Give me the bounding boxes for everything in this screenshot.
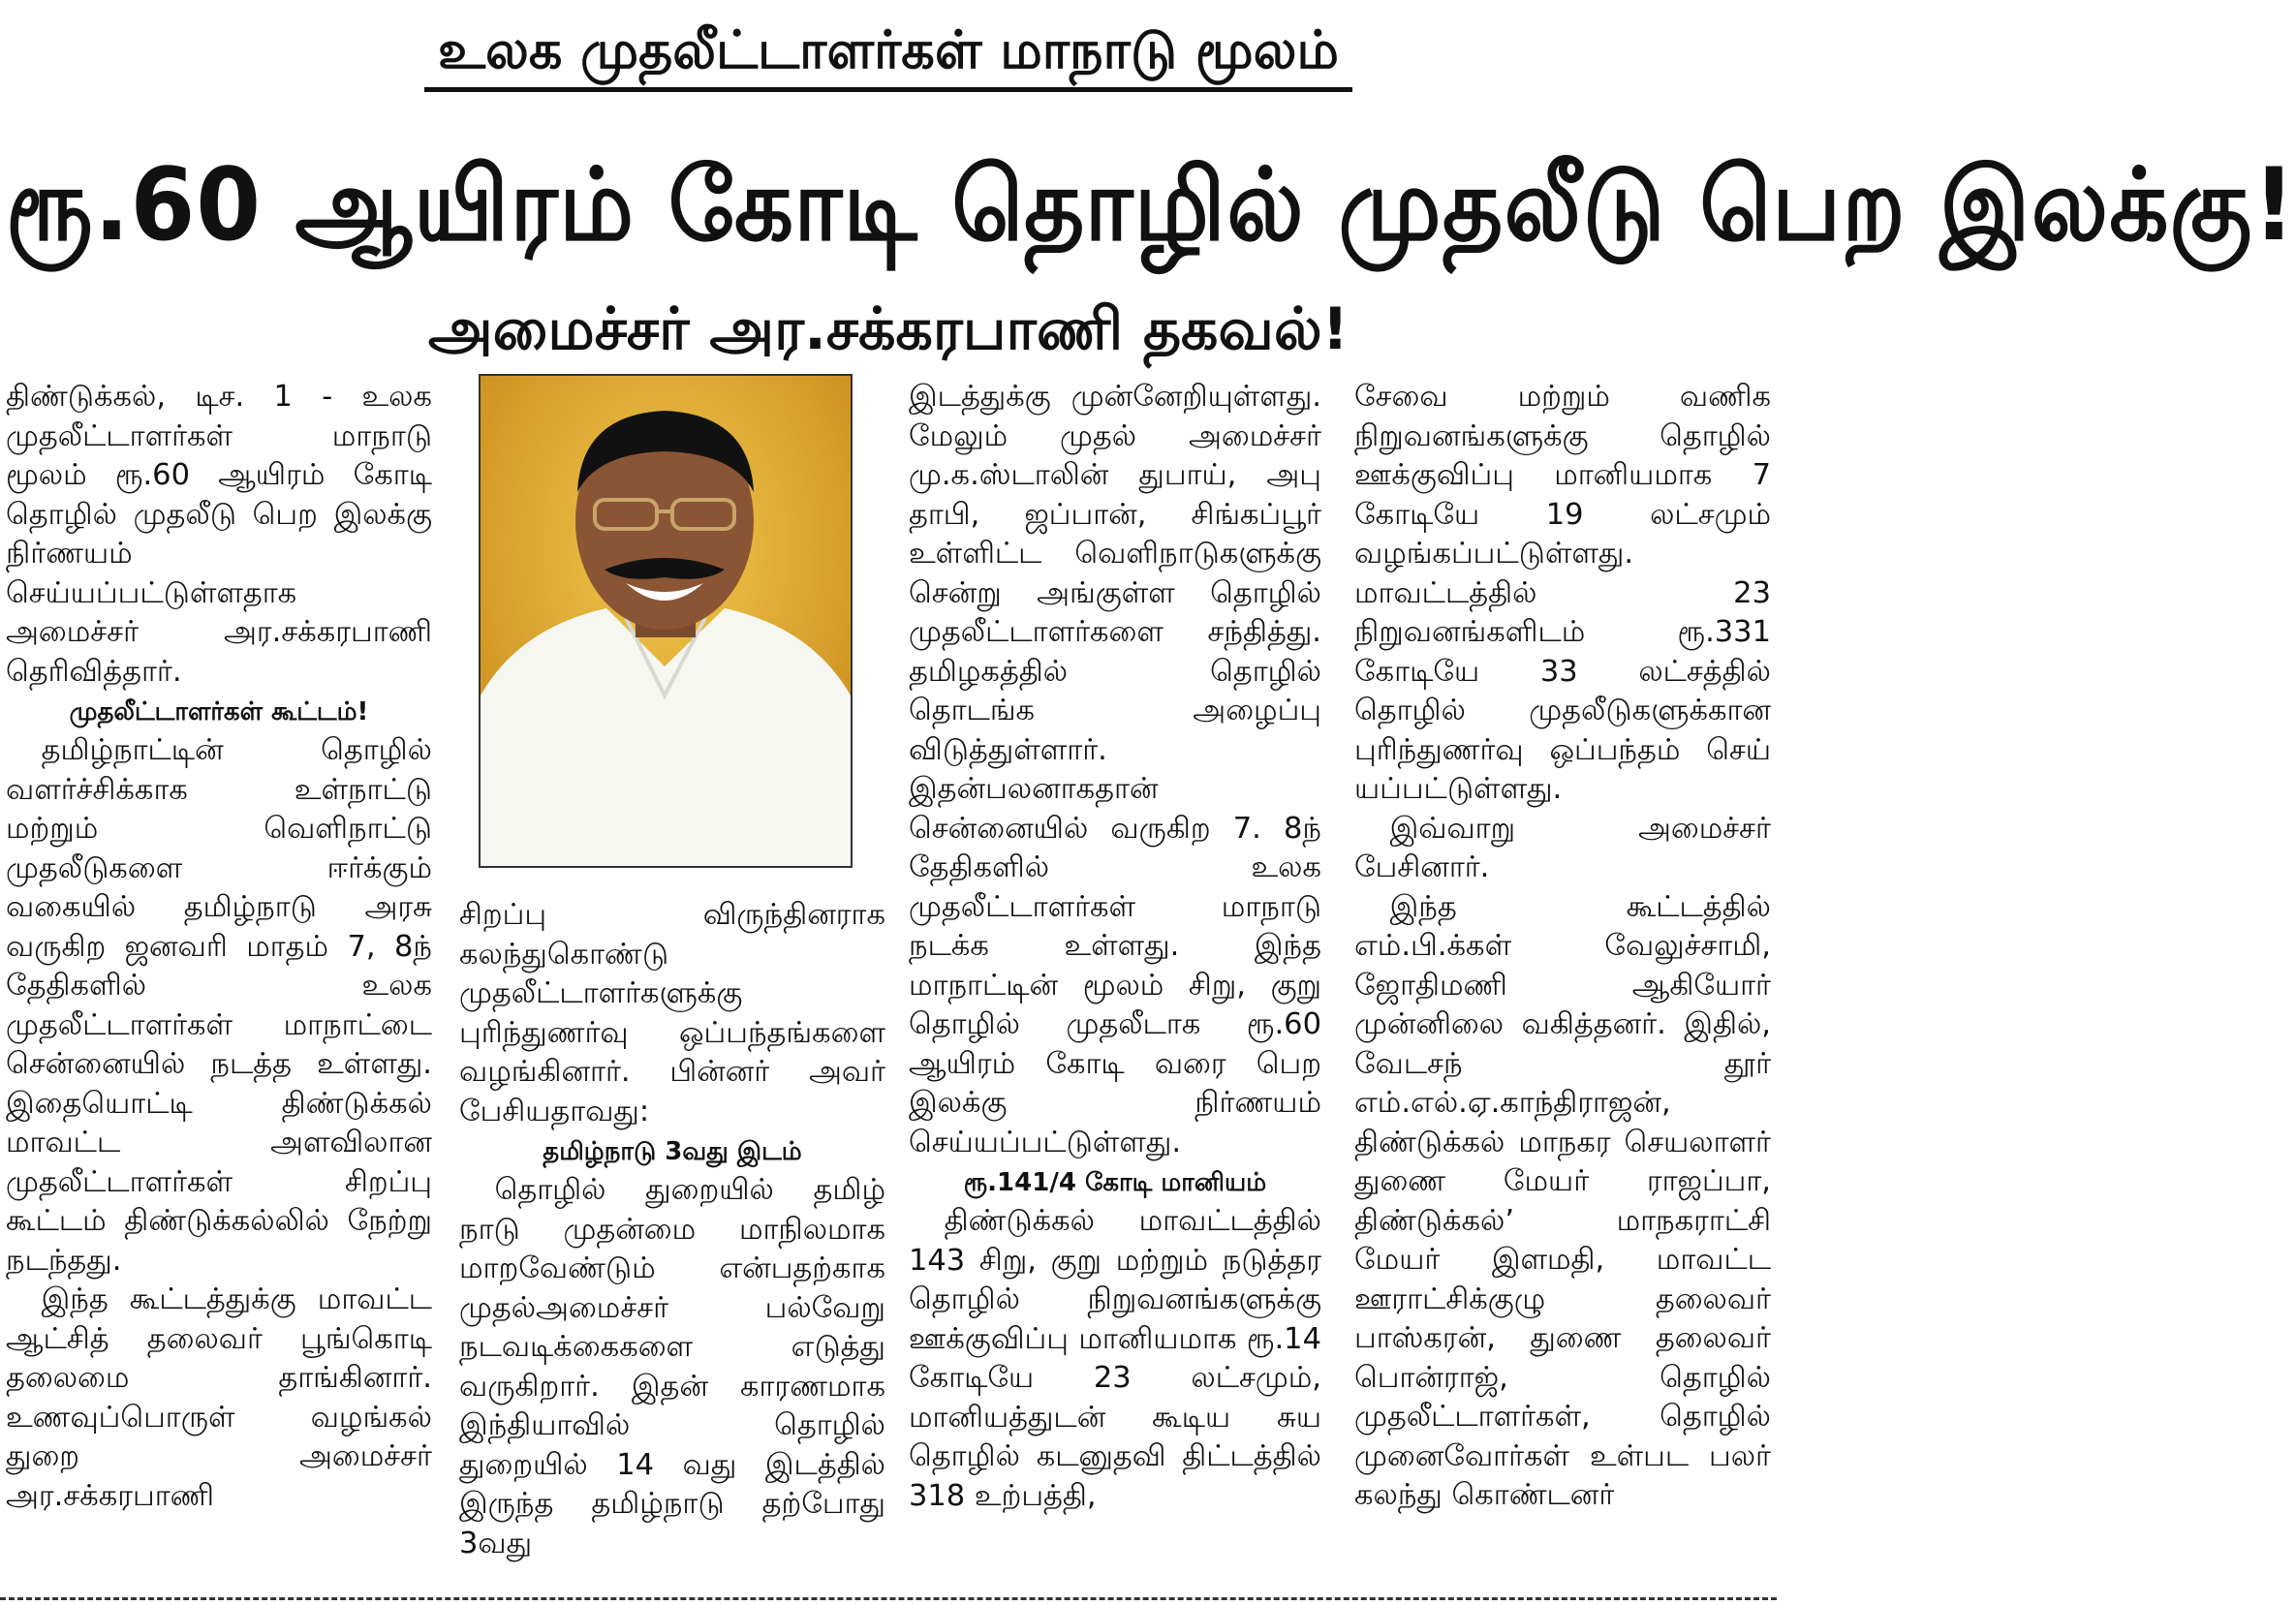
paragraph: இந்த கூட்டத்துக்கு மாவட்ட ஆட்சித் தலைவர் பூங்கொடி தலைமை தாங்கினார். உணவுப்பொருள் வழங்கல் துறை அமைச்சர் அர.சக்கரபாணி xyxy=(6,1282,432,1513)
paragraph: தொழில் துறையில் தமிழ் நாடு முதன்மை மாநிலமாக மாறவேண்டும் என்பதற்காக முதல்அமைச்சர் பல்வேறு நடவடிக்கைகளை எடுத்து வருகிறார். இதன் காரணமாக இந்தியாவில் தொழில் துறையில் 14 வது இடத்தில் இருந்த தமிழ்நாடு தற்போது 3வது xyxy=(459,1173,885,1560)
main-headline: ரூ.60 ஆயிரம் கோடி தொழில் முதலீடு பெற இலக்கு! xyxy=(6,145,2296,263)
section-heading: ரூ.141/4 கோடி மானியம் xyxy=(963,1168,1267,1197)
minister-photo xyxy=(479,374,853,868)
paragraph: சிறப்பு விருந்தினராக கலந்துகொண்டு முதலீட்டாளர்களுக்கு புரிந்துணர்வு ஒப்பந்தங்களை வழங்கினார். பின்னர் அவர் பேசியதாவது: xyxy=(459,898,885,1128)
article-column-4 xyxy=(1354,378,1771,1516)
kicker-headline xyxy=(0,17,1777,92)
sub-headline: அமைச்சர் அர.சக்கரபாணி தகவல்! xyxy=(427,295,1350,363)
paragraph: தமிழ்நாட்டின் தொழில் வளர்ச்சிக்காக உள்நாட்டு மற்றும் வெளிநாட்டு முதலீடுகளை ஈர்க்கும் வகையில் தமிழ்நாடு அரசு வருகிற ஜனவரி மாதம் 7, 8ந் தேதிகளில் உலக முதலீட்டாளர்கள் மாநாட்டை சென்னையில் நடத்த உள்ளது. இதையொட்டி திண்டுக்கல் மாவட்ட அளவிலான முதலீட்டாளர்கள் சிறப்பு கூட்டம் திண்டுக்கல்லில் நேற்று நடந்தது. xyxy=(6,733,432,1278)
paragraph: சேவை மற்றும் வணிக நிறுவனங்களுக்கு தொழில் ஊக்குவிப்பு மானியமாக 7 கோடியே 19 லட்சமும் வழங்கப்பட்டுள்ளது. மாவட்டத்தில் 23 நிறுவனங்களிடம் ரூ.331 கோடியே 33 லட்சத்தில் தொழில் முதலீடுகளுக்கான புரிந்துணர்வு ஒப்பந்தம் செய் யப்பட்டுள்ளது. xyxy=(1354,380,1771,806)
kicker-text: உலக முதலீட்டாளர்கள் மாநாடு மூலம் xyxy=(424,17,1352,92)
article-column-2 xyxy=(459,896,885,1563)
article-column-3 xyxy=(909,378,1321,1516)
dateline-paragraph: திண்டுக்கல், டிச. 1 - உலக முதலீட்டாளர்கள் மாநாடு மூலம் ரூ.60 ஆயிரம் கோடி தொழில் முதலீடு பெற இலக்கு நிர்ணயம் செய்யப்பட்டுள்ளதாக அமைச்சர் அர.சக்கரபாணி தெரிவித்தார். xyxy=(6,380,432,689)
paragraph: இந்த கூட்டத்தில் எம்.பி.க்கள் வேலுச்சாமி, ஜோதிமணி ஆகியோர் முன்னிலை வகித்தனர். இதில், வேடசந் தூர் எம்.எல்.ஏ.காந்திராஜன், திண்டுக்கல் மாநகர செயலாளர் துணை மேயர் ராஜப்பா, திண்டுக்கல்’ மாநகராட்சி மேயர் இளமதி, மாவட்ட ஊராட்சிக்குழு தலைவர் பாஸ்கரன், துணை தலைவர் பொன்ராஜ், தொழில் முதலீட்டாளர்கள், தொழில் முனைவோர்கள் உள்பட பலர் கலந்து கொண்டனர் xyxy=(1354,889,1771,1512)
paragraph: இடத்துக்கு முன்னேறியுள்ளது. மேலும் முதல் அமைச்சர் மு.க.ஸ்டாலின் துபாய், அபு தாபி, ஜப்பான், சிங்கப்பூர் உள்ளிட்ட வெளிநாடுகளுக்கு சென்று அங்குள்ள தொழில் முதலீட்டாளர்களை சந்தித்து. தமிழகத்தில் தொழில் தொடங்க அழைப்பு விடுத்துள்ளார். இதன்பலனாகதான் சென்னையில் வருகிற 7. 8ந் தேதிகளில் உலக முதலீட்டாளர்கள் மாநாடு நடக்க உள்ளது. இந்த மாநாட்டின் மூலம் சிறு, குறு தொழில் முதலீடாக ரூ.60 ஆயிரம் கோடி வரை பெற இலக்கு நிர்ணயம் செய்யப்பட்டுள்ளது. xyxy=(909,380,1321,1159)
section-heading: தமிழ்நாடு 3வது இடம் xyxy=(543,1137,802,1166)
paragraph: இவ்வாறு அமைச்சர் பேசினார். xyxy=(1354,811,1771,884)
bottom-dashed-rule xyxy=(0,1597,1777,1600)
article-column-1 xyxy=(6,378,432,1516)
section-heading: முதலீட்டாளர்கள் கூட்டம்! xyxy=(69,697,369,726)
paragraph: திண்டுக்கல் மாவட்டத்தில் 143 சிறு, குறு மற்றும் நடுத்தர தொழில் நிறுவனங்களுக்கு ஊக்குவிப்பு மானியமாக ரூ.14 கோடியே 23 லட்சமும், மானியத்துடன் கூடிய சுய தொழில் கடனுதவி திட்டத்தில் 318 உற்பத்தி, xyxy=(909,1204,1321,1513)
portrait-illustration xyxy=(481,376,851,866)
